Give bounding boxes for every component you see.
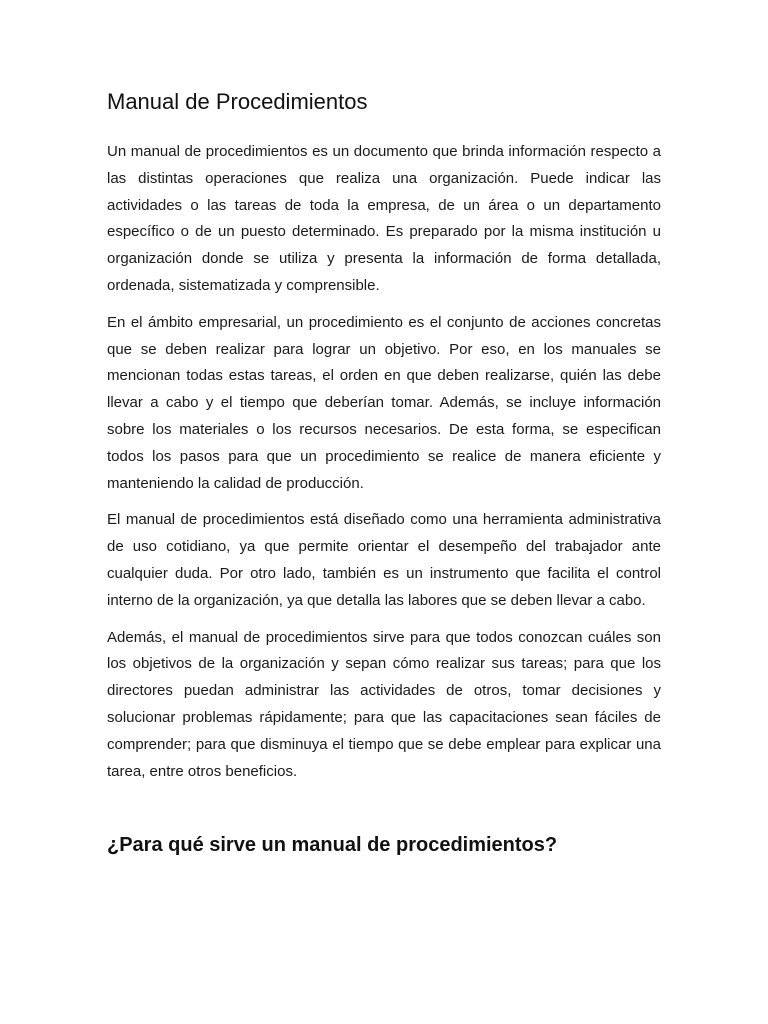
document-body — [107, 139, 661, 795]
paragraph-administrative-tool: El manual de procedimientos está diseñado como una herramienta administrativa de uso cotidiano, ya que permite orientar el desempeño del trabajador ante cualquier duda. Por otro lado, también es un instrumento que facilita el control interno de la organización, ya que detalla las labores que se deben llevar a cabo. — [107, 511, 661, 609]
paragraph-benefits: Además, el manual de procedimientos sirve para que todos conozcan cuáles son los objetivos de la organización y sepan cómo realizar sus tareas; para que los directores puedan administrar las actividades de otros, tomar decisiones y solucionar problemas rápidamente; para que las capacitaciones sean fáciles de comprender; para que disminuya el tiempo que se debe emplear para explicar una tarea, entre otros beneficios. — [107, 628, 661, 780]
paragraph-business-scope: En el ámbito empresarial, un procedimiento es el conjunto de acciones concretas que se deben realizar para lograr un objetivo. Por eso, en los manuales se mencionan todas estas tareas, el orden en que deben realizarse, quién las debe llevar a cabo y el tiempo que deberían tomar. Además, se incluye información sobre los materiales o los recursos necesarios. De esta forma, se especifican todos los pasos para que un procedimiento se realice de manera eficiente y manteniendo la calidad de producción. — [107, 313, 661, 492]
document-title: Manual de Procedimientos — [107, 89, 368, 114]
paragraph-definition: Un manual de procedimientos es un documento que brinda información respecto a las distintas operaciones que realiza una organización. Puede indicar las actividades o las tareas de toda la empresa, de un área o un departamento específico o de un puesto determinado. Es preparado por la misma institución u organización donde se utiliza y presenta la información de forma detallada, ordenada, sistematizada y comprensible. — [107, 143, 661, 294]
section-heading: ¿Para qué sirve un manual de procedimientos? — [107, 834, 558, 856]
